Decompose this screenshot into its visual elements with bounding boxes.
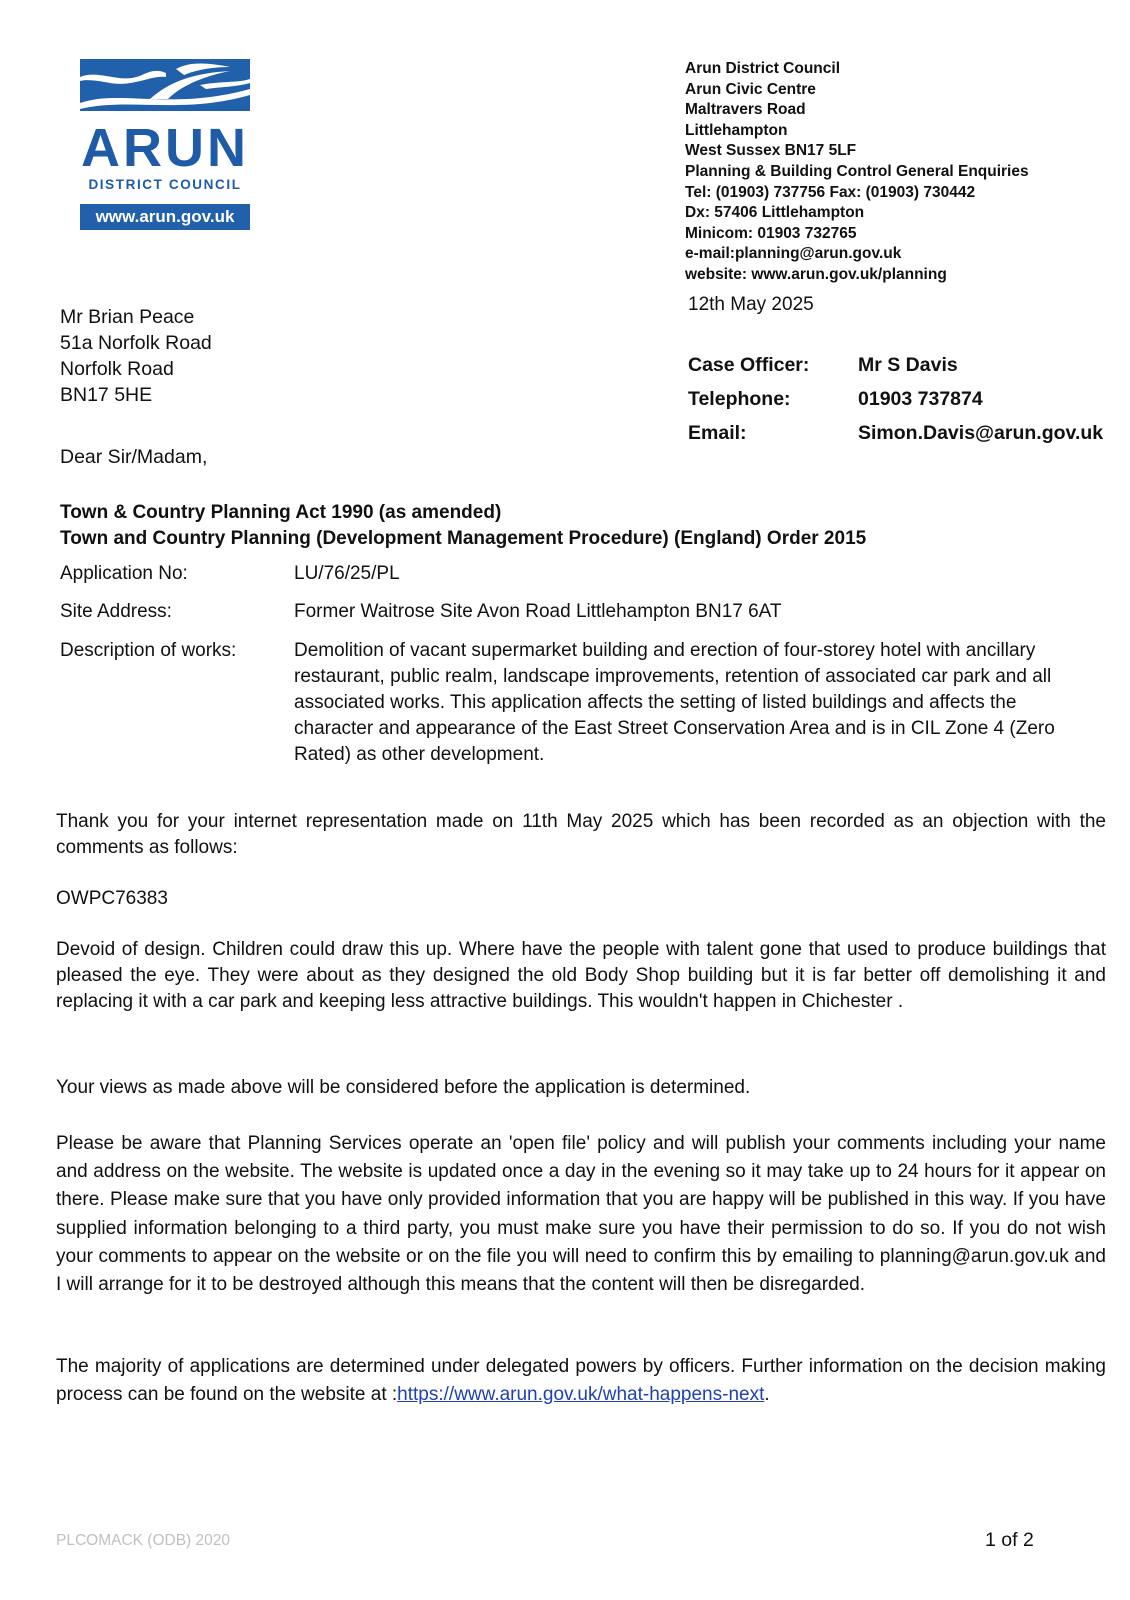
site-address-value: Former Waitrose Site Avon Road Littlehampton BN17 6AT (294, 601, 782, 622)
logo-wordmark: ARUN (81, 118, 249, 178)
description-label: Description of works: (60, 640, 237, 661)
thanks-paragraph: Thank you for your internet representation made on 11th May 2025 which has been recorded as an objection with the comments as follows: (56, 811, 1106, 858)
recipient-line: Mr Brian Peace (60, 306, 195, 328)
logo-subtitle: DISTRICT COUNCIL (88, 177, 242, 192)
logo-url: www.arun.gov.uk (80, 204, 250, 230)
delegated-powers-text: The majority of applications are determined under delegated powers by officers. Further information on the decision making process can be found on the website at : (56, 1356, 1106, 1406)
council-address-line: e-mail:planning@arun.gov.uk (685, 245, 902, 263)
letter-date: 12th May 2025 (688, 294, 814, 315)
telephone-label: Telephone: (688, 388, 791, 410)
council-address-line: Tel: (01903) 737756 Fax: (01903) 730442 (685, 183, 976, 201)
case-officer-row (688, 352, 1103, 386)
delegated-powers-end: . (764, 1384, 770, 1406)
telephone-row (688, 386, 1103, 420)
views-paragraph: Your views as made above will be considered before the application is determined. (56, 1077, 751, 1098)
council-logo (80, 59, 250, 230)
recipient-line: BN17 5HE (60, 384, 153, 406)
legislation-heading (60, 500, 866, 552)
comment-paragraph: Devoid of design. Children could draw this up. Where have the people with talent gone that used to produce buildings that pleased the eye. They were about as they designed the old Body Shop building but it is far better off demolishing it and replacing it with a car park and keeping less attractive buildings. This wouldn't happen in Chichester . (56, 939, 1106, 1012)
recipient-address (60, 304, 212, 408)
council-address (685, 59, 1029, 286)
telephone-value: 01903 737874 (858, 388, 983, 410)
application-number-label: Application No: (60, 563, 188, 584)
council-address-line: Arun District Council (685, 60, 841, 77)
case-officer-value: Mr S Davis (858, 354, 958, 376)
case-officer-label: Case Officer: (688, 354, 810, 376)
act-title: Town & Country Planning Act 1990 (as amended) (60, 502, 502, 523)
description-value: Demolition of vacant supermarket building and erection of four-storey hotel with ancillary restaurant, public realm, landscape improvements, retention of associated car park and all associated works. This application affects the setting of listed buildings and affects the character and appearance of the East Street Conservation Area and is in CIL Zone 4 (Zero Rated) as other development. (294, 640, 1055, 765)
council-address-line: Minicom: 01903 732765 (685, 224, 857, 242)
case-officer-block (688, 352, 1103, 454)
act-title: Town and Country Planning (Development Management Procedure) (England) Order 2015 (60, 528, 867, 549)
site-address-label: Site Address: (60, 601, 172, 622)
footer-code: PLCOMACK (ODB) 2020 (56, 1532, 230, 1549)
council-address-line: West Sussex BN17 5LF (685, 142, 857, 160)
what-happens-next-link[interactable]: https://www.arun.gov.uk/what-happens-next (397, 1384, 765, 1406)
council-address-line: Maltravers Road (685, 101, 806, 119)
email-row (688, 420, 1103, 454)
salutation: Dear Sir/Madam, (60, 446, 208, 468)
page-number: 1 of 2 (985, 1529, 1034, 1551)
council-address-line: Planning & Building Control General Enquiries (685, 162, 1029, 180)
delegated-powers-paragraph (56, 1353, 1106, 1409)
open-file-paragraph: Please be aware that Planning Services operate an 'open file' policy and will publish your comments including your name and address on the website. The website is updated once a day in the evening so it may take up to 24 hours for it appear on there. Please make sure that you have only provided information that you are happy will be published in this way. If you have supplied information belonging to a third party, you must make sure you have their permission to do so. If you do not wish your comments to appear on the website or on the file you will need to confirm this by emailing to planning@arun.gov.uk and I will arrange for it to be destroyed although this means that the content will then be disregarded. (56, 1133, 1106, 1296)
email-value: Simon.Davis@arun.gov.uk (858, 422, 1104, 444)
seagull-waves-icon (80, 59, 250, 111)
council-address-line: Dx: 57406 Littlehampton (685, 204, 865, 222)
recipient-line: Norfolk Road (60, 358, 174, 380)
council-address-line: Littlehampton (685, 121, 788, 139)
council-address-line: website: www.arun.gov.uk/planning (685, 265, 947, 283)
council-address-line: Arun Civic Centre (685, 80, 816, 98)
email-label: Email: (688, 422, 747, 444)
application-number-value: LU/76/25/PL (294, 563, 400, 584)
recipient-line: 51a Norfolk Road (60, 332, 212, 354)
representation-reference: OWPC76383 (56, 888, 168, 909)
